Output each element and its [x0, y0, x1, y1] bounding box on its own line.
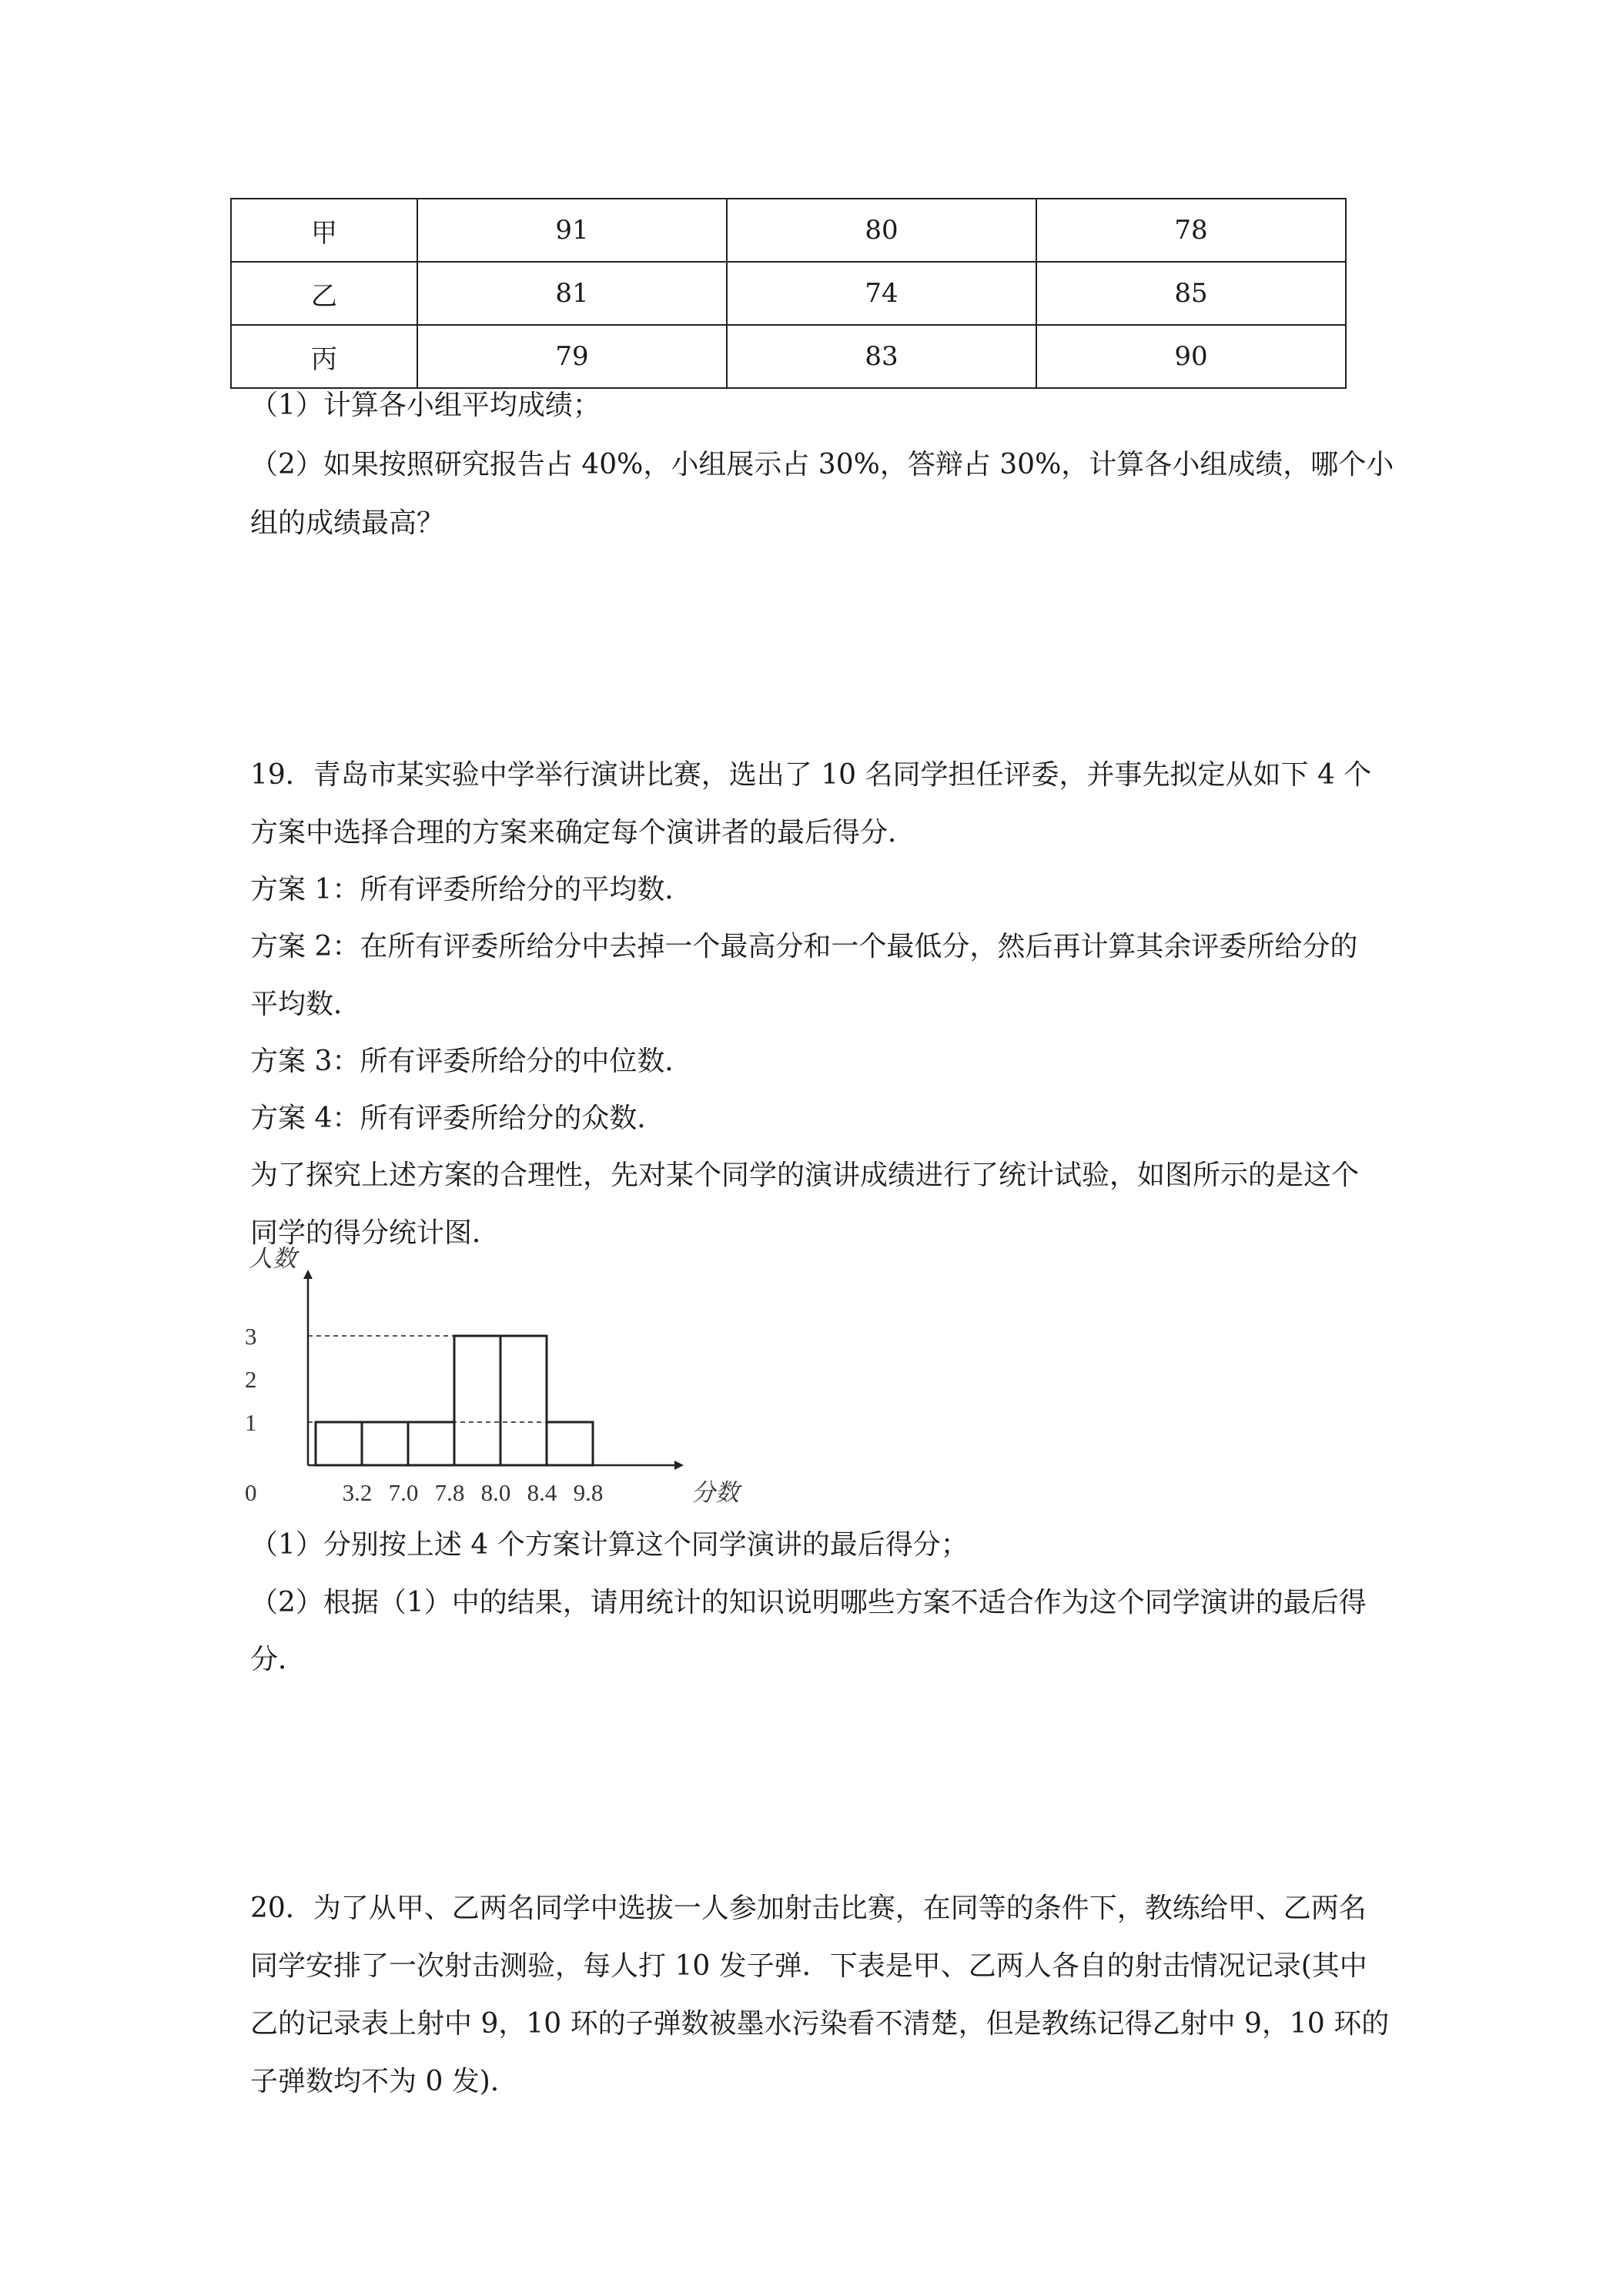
y-axis-arrow [303, 1270, 313, 1279]
table-row [231, 262, 1346, 325]
bar-3.2 [316, 1422, 362, 1465]
x-tick-label: 7.0 [388, 1479, 419, 1506]
y-tick-label: 0 [245, 1479, 257, 1506]
q19-plan3: 方案 3：所有评委所给分的中位数． [250, 1046, 693, 1077]
score-cell: 90 [1036, 325, 1346, 388]
score-cell: 78 [1036, 199, 1346, 262]
score-cell: 91 [417, 199, 727, 262]
score-chart [245, 1245, 753, 1507]
group-name-cell: 丙 [231, 325, 417, 388]
q19-part1: （1）分别按上述 4 个方案计算这个同学演讲的最后得分； [250, 1529, 969, 1561]
q19-intro-line1: 19．青岛市某实验中学举行演讲比赛，选出了 10 名同学担任评委，并事先拟定从如下 4 个 [250, 759, 1372, 791]
q18-part2-line1: （2）如果按照研究报告占 40%，小组展示占 30%，答辩占 30%，计算各小组成绩，哪个小 [250, 449, 1394, 480]
q18-part2-line2: 组的成绩最高？ [250, 507, 445, 539]
score-table [230, 198, 1347, 389]
table-row [231, 325, 1346, 388]
q18-part1: （1）计算各小组平均成绩； [250, 390, 601, 421]
y-tick-label: 3 [245, 1323, 257, 1350]
group-name-cell: 甲 [231, 199, 417, 262]
score-cell: 83 [727, 325, 1036, 388]
score-cell: 85 [1036, 262, 1346, 325]
x-tick-label: 8.4 [527, 1479, 557, 1506]
bar-8.0 [454, 1336, 500, 1465]
x-tick-label: 3.2 [342, 1479, 373, 1506]
q19-plan4: 方案 4：所有评委所给分的众数． [250, 1103, 665, 1134]
score-chart-svg [245, 1245, 753, 1507]
q20-line3: 乙的记录表上射中 9，10 环的子弹数被墨水污染看不清楚，但是教练记得乙射中 9，10 环的 [250, 2008, 1390, 2040]
bar-8.4 [500, 1336, 547, 1465]
score-cell: 79 [417, 325, 727, 388]
bar-9.8 [547, 1422, 593, 1465]
q19-plan2-line2: 平均数． [250, 989, 362, 1020]
group-name-cell: 乙 [231, 262, 417, 325]
bar-7.8 [408, 1422, 454, 1465]
q19-part2-line1: （2）根据（1）中的结果，请用统计的知识说明哪些方案不适合作为这个同学演讲的最后得 [250, 1587, 1367, 1618]
y-tick-label: 2 [245, 1366, 257, 1393]
score-cell: 81 [417, 262, 727, 325]
score-cell: 74 [727, 262, 1036, 325]
score-cell: 80 [727, 199, 1036, 262]
q19-plan1: 方案 1：所有评委所给分的平均数． [250, 874, 693, 905]
x-axis-arrow [674, 1461, 684, 1470]
q20-line2: 同学安排了一次射击测验，每人打 10 发子弹．下表是甲、乙两人各自的射击情况记录(其中 [250, 1950, 1367, 1982]
table-row [231, 199, 1346, 262]
bar-7.0 [362, 1422, 408, 1465]
x-tick-label: 7.8 [434, 1479, 465, 1506]
x-tick-label: 8.0 [480, 1479, 511, 1506]
x-tick-label: 9.8 [573, 1479, 604, 1506]
x-axis-title: 分数 [691, 1479, 739, 1507]
y-tick-label: 1 [245, 1409, 257, 1436]
q19-explore-line2: 同学的得分统计图． [250, 1217, 500, 1249]
q19-intro-line2: 方案中选择合理的方案来确定每个演讲者的最后得分． [250, 817, 916, 848]
q19-explore-line1: 为了探究上述方案的合理性，先对某个同学的演讲成绩进行了统计试验，如图所示的是这个 [250, 1160, 1360, 1191]
q20-line1: 20．为了从甲、乙两名同学中选拔一人参加射击比赛，在同等的条件下，教练给甲、乙两名 [250, 1893, 1367, 1924]
q19-plan2-line1: 方案 2：在所有评委所给分中去掉一个最高分和一个最低分，然后再计算其余评委所给分的 [250, 931, 1358, 962]
q19-part2-line2: 分． [250, 1644, 306, 1675]
y-axis-title: 人数 [249, 1245, 296, 1273]
q20-line4: 子弹数均不为 0 发)． [250, 2066, 518, 2097]
